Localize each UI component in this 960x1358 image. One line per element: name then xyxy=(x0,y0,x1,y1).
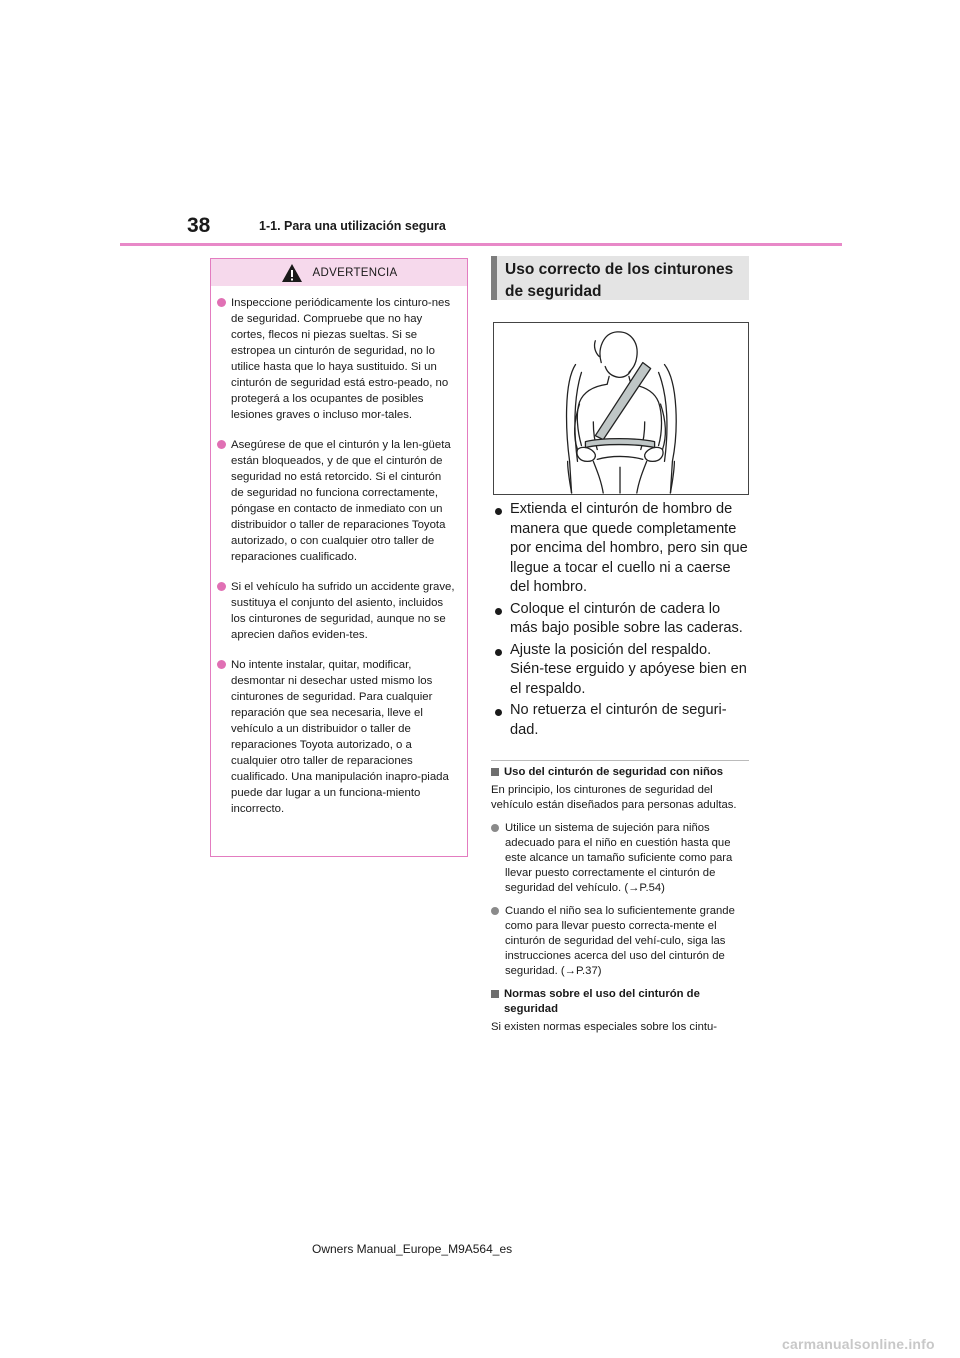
square-bullet-icon xyxy=(491,990,499,998)
footer-text: Owners Manual_Europe_M9A564_es xyxy=(312,1242,513,1256)
bullet-icon xyxy=(217,440,226,449)
bullet-icon xyxy=(217,582,226,591)
warning-item xyxy=(217,579,457,643)
usage-heading: Uso correcto de los cinturones de seguridad xyxy=(491,256,749,300)
square-bullet-icon xyxy=(491,768,499,776)
usage-item-text: Extienda el cinturón de hombro de manera que quede completamente por encima del hombro, pero sin que llegue a tocar el cuello ni a caerse del hombro. xyxy=(510,501,748,595)
warning-item-text: Inspeccione periódicamente los cinturo-nes de seguridad. Compruebe que no hay cortes, flecos ni piezas sueltas. Si se estropea un cinturón de seguridad, no lo utilice hasta que lo haya sustituido. Si un cinturón de seguridad está estro-peado, no protegerá a los ocupantes de posibles lesiones graves o incluso mor-tales. xyxy=(231,297,451,421)
usage-item xyxy=(491,641,749,700)
warning-triangle-icon xyxy=(281,263,303,283)
bullet-icon xyxy=(217,660,226,669)
notes-section xyxy=(491,765,749,1043)
section-title: 1-1. Para una utilización segura xyxy=(259,219,446,233)
bullet-icon xyxy=(217,298,226,307)
children-title: Uso del cinturón de seguridad con niños xyxy=(504,766,724,778)
children-item xyxy=(491,821,749,896)
bullet-icon xyxy=(495,508,502,515)
usage-bullets xyxy=(491,500,749,742)
children-item-text: Utilice un sistema de sujeción para niños adecuado para el niño en cuestión hasta que este alcance un tamaño suficiente como para llevar puesto correctamente el cinturón de seguridad del vehículo. (→P.54) xyxy=(505,822,733,894)
usage-item-text: Coloque el cinturón de cadera lo más bajo posible sobre las caderas. xyxy=(510,600,743,636)
warning-title: ADVERTENCIA xyxy=(312,266,398,279)
warning-item-text: Asegúrese de que el cinturón y la len-güeta están bloqueados, y de que el cinturón de seguridad no está retorcido. Si el cinturón de seguridad no funciona correctamente, póngase en contacto de inmediato con un distribuidor o taller de reparaciones Toyota autorizado, o con cualquier otro taller de reparaciones cualificado. xyxy=(231,439,451,563)
warning-item xyxy=(217,657,457,817)
children-intro: En principio, los cinturones de seguridad del vehículo están diseñados para personas adultas. xyxy=(491,784,737,811)
bullet-icon xyxy=(495,608,502,615)
seatbelt-illustration xyxy=(493,322,749,495)
bullet-icon xyxy=(491,907,499,915)
children-heading xyxy=(491,765,749,780)
usage-item xyxy=(491,600,749,639)
regulations-title: Normas sobre el uso del cinturón de seguridad xyxy=(504,988,700,1015)
warning-item-text: Si el vehículo ha sufrido un accidente grave, sustituya el conjunto del asiento, incluidos los cinturones de seguridad, aunque no se aprecien daños eviden-tes. xyxy=(231,581,455,641)
warning-header xyxy=(211,259,467,286)
warning-list xyxy=(211,286,467,817)
usage-item xyxy=(491,701,749,740)
usage-item-text: Ajuste la posición del respaldo. Sién-tese erguido y apóyese bien en el respaldo. xyxy=(510,641,747,697)
usage-item-text: No retuerza el cinturón de seguri-dad. xyxy=(510,702,727,738)
bullet-icon xyxy=(495,709,502,716)
warning-item-text: No intente instalar, quitar, modificar, desmontar ni desechar usted mismo los cinturones de seguridad. Para cualquier reparación que sea necesaria, lleve el vehículo a un distribuidor o taller de reparaciones Toyota autorizado, o a cualquier otro taller de reparaciones cualificado. Una manipulación inapro-piada puede dar lugar a un funciona-miento incorrecto. xyxy=(231,659,449,815)
notes-divider xyxy=(491,760,749,761)
page-number: 38 xyxy=(187,214,211,237)
warning-item xyxy=(217,437,457,565)
bullet-icon xyxy=(491,824,499,832)
warning-box xyxy=(210,258,468,857)
usage-item xyxy=(491,500,749,598)
warning-item xyxy=(217,295,457,423)
regulations-heading xyxy=(491,987,749,1017)
bullet-icon xyxy=(495,649,502,656)
header-rule xyxy=(120,243,842,246)
children-item-text: Cuando el niño sea lo suficientemente grande como para llevar puesto correcta-mente el cinturón de seguridad del vehí-culo, siga las instrucciones acerca del uso del cinturón de seguridad. (→P.37) xyxy=(505,905,735,977)
children-item xyxy=(491,904,749,979)
usage-column xyxy=(491,256,749,738)
seated-person-illustration xyxy=(494,323,748,494)
watermark-text: carmanualsonline.info xyxy=(782,1336,935,1352)
regulations-intro: Si existen normas especiales sobre los cintu- xyxy=(491,1021,718,1033)
